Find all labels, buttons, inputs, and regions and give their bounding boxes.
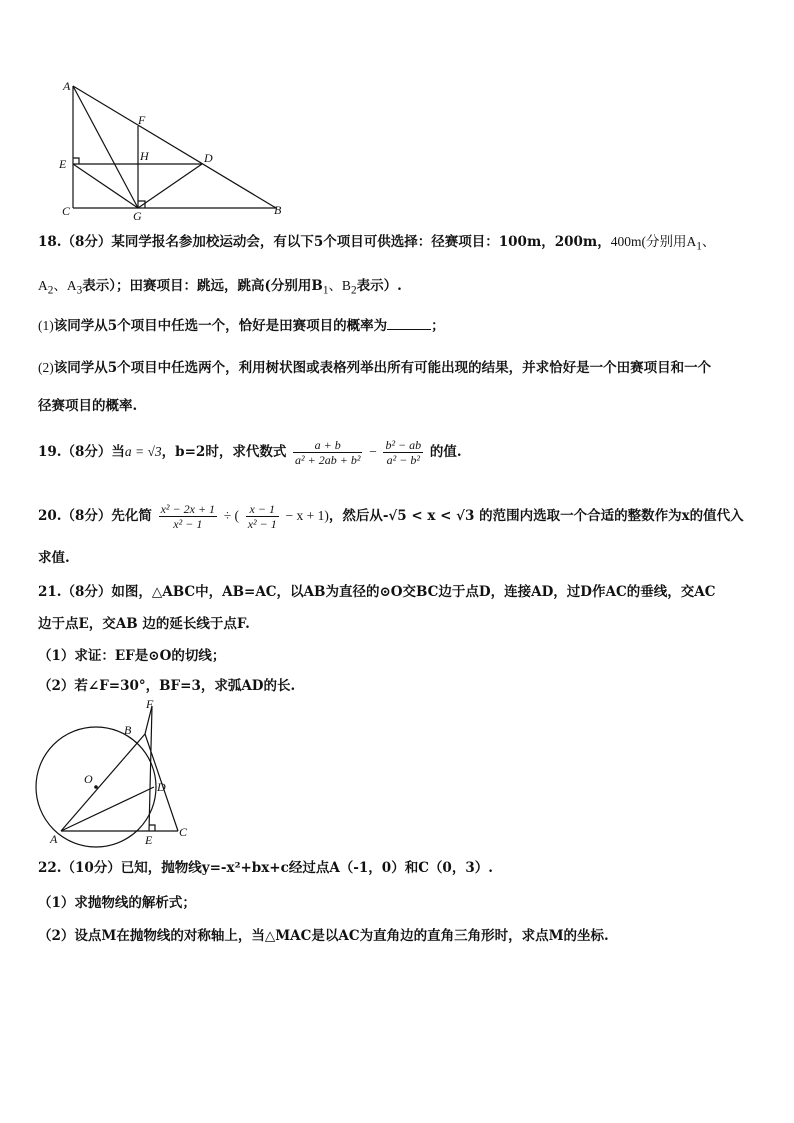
q22-part2: （2）设点M在抛物线的对称轴上，当△MAC是以AC为直角边的直角三角形时，求点M的坐标. <box>38 928 609 944</box>
label-A: A <box>63 79 71 93</box>
segment-AD <box>61 787 154 831</box>
q18-part2: (2)该同学从5个项目中任选两个，利用树状图或表格列举出所有可能出现的结果，并求恰好是一个田赛项目和一个 <box>38 360 712 376</box>
q20-fraction-1: $\frac{\text{x² − 2x + 1}}{\text{x² − 1}}$ <box>160 502 216 531</box>
segment-EG <box>73 164 138 208</box>
q18-line1: 18.（8分）某同学报名参加校运动会，有以下5个项目可供选择：径赛项目：100m，200m，400m(分别用$A_1$、 <box>38 234 716 253</box>
q20-cont: 求值. <box>38 550 70 566</box>
segment-AB <box>73 86 276 208</box>
q21-part1: （1）求证：EF是⊙O的切线； <box>38 648 226 664</box>
q18-part2-cont: 径赛项目的概率. <box>38 398 138 414</box>
q21-line2: 边于点E，交AB 边的延长线于点F. <box>38 616 250 632</box>
label-B: B <box>274 203 282 217</box>
label-E: E <box>145 833 153 847</box>
q22-line1: 22.（10分）已知，抛物线y=-x²+bx+c经过点A（-1，0）和C（0，3）. <box>38 860 493 876</box>
label-D: D <box>157 780 166 794</box>
label-O: O <box>84 772 93 786</box>
label-H: H <box>140 149 149 163</box>
q20: 20.（8分）先化简 $\frac{\text{x² − 2x + 1}}{\text{x² − 1}}$ ÷ ( $\frac{x - 1}{\text{x² − 1}}$ − x + 1)，然后从-√5 < x < √3 的范围内选取一个合适的整数作为x的值代入 <box>38 502 744 531</box>
q19-fraction-1: $\frac{a + b}{\text{a² + 2ab + b²}}$ <box>295 438 361 467</box>
label-F: F <box>138 113 146 127</box>
segment-AG <box>73 86 138 208</box>
q22-part1: （1）求抛物线的解析式； <box>38 895 196 911</box>
q19-fraction-2: $\frac{\text{b² − ab}}{\text{a² − b²}}$ <box>385 438 422 467</box>
label-D: D <box>204 151 213 165</box>
label-B: B <box>124 723 132 737</box>
q18-line2: $A_2$、$A_3$表示）；田赛项目：跳远，跳高(分别用$B_1$、$B_2$表示）. <box>38 278 402 297</box>
label-C: C <box>62 204 71 218</box>
label-E: E <box>59 157 67 171</box>
answer-blank <box>387 317 431 330</box>
q20-fraction-2: $\frac{x - 1}{\text{x² − 1}}$ <box>247 502 277 531</box>
label-A: A <box>50 832 58 846</box>
q21-line1: 21.（8分）如图，△ABC中，AB=AC，以AB为直径的⊙O交BC边于点D，连接AD，过D作AC的垂线，交AC <box>38 584 716 600</box>
circle-figure-q21 <box>32 696 202 848</box>
triangle-figure-q17 <box>52 74 292 224</box>
q19: 19.（8分）当a = √3，b=2时，求代数式 $\frac{a + b}{\text{a² + 2ab + b²}}$ − $\frac{\text{b² − ab}}{\text{a² − b²}}$ 的值. <box>38 438 462 467</box>
segment-AB <box>61 734 145 831</box>
center-point-O <box>94 785 98 789</box>
q18-part1: (1)该同学从5个项目中任选一个，恰好是田赛项目的概率为 ； <box>38 318 445 334</box>
right-angle-mark-E <box>149 825 155 831</box>
label-F: F <box>146 697 154 711</box>
q21-part2: （2）若∠F=30°，BF=3，求弧AD的长. <box>38 678 296 694</box>
label-C: C <box>179 825 188 839</box>
right-angle-mark-E <box>73 158 79 164</box>
label-G: G <box>133 209 142 223</box>
segment-GD <box>138 164 202 208</box>
